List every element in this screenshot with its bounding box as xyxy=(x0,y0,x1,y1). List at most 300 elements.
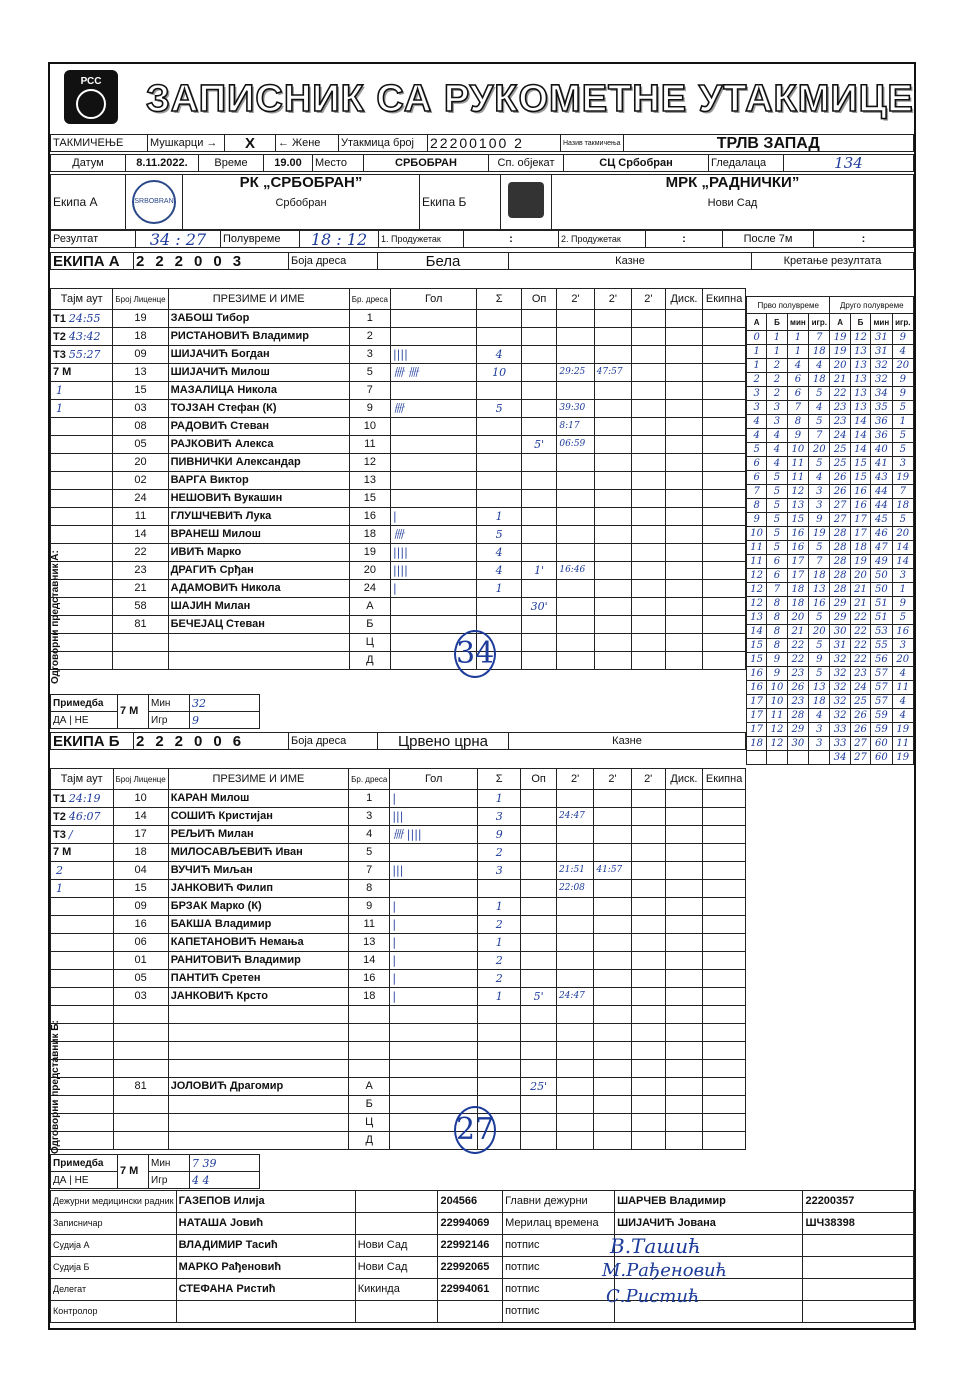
flow-cell: 28 xyxy=(830,555,850,569)
flow-cell: 5 xyxy=(767,527,787,541)
player-lic xyxy=(113,1060,168,1078)
player-no xyxy=(349,1024,390,1042)
player-goal: |||| xyxy=(390,346,476,364)
flow-cell: 10 xyxy=(767,681,787,695)
flow-cell: 4 xyxy=(787,359,808,373)
player-name: ВРАНЕШ Милош xyxy=(168,526,349,544)
player-lic xyxy=(113,1114,168,1132)
flow-row xyxy=(747,597,914,611)
player-name: КАРАН Милош xyxy=(168,790,348,808)
player-row xyxy=(51,1042,746,1060)
timeout-cell xyxy=(51,790,114,808)
player-warn xyxy=(521,862,557,880)
player-goal: ||| xyxy=(390,862,478,880)
flow-cell: 16 xyxy=(892,625,913,639)
flow-cell: 13 xyxy=(850,373,870,387)
player-row xyxy=(51,988,746,1006)
player-t2 xyxy=(594,616,631,634)
player-row xyxy=(51,1024,746,1042)
flow-cell: 1 xyxy=(767,331,787,345)
flow-cell: 35 xyxy=(871,401,892,415)
player-t2 xyxy=(594,598,631,616)
player-t1 xyxy=(556,790,593,808)
flow-cell: 6 xyxy=(747,471,767,485)
flow-cell: 13 xyxy=(747,611,767,625)
player-warn xyxy=(521,652,557,670)
flow-cell xyxy=(747,751,767,765)
player-row xyxy=(51,382,746,400)
official-num2 xyxy=(803,1301,914,1323)
empty-cell xyxy=(631,1132,665,1150)
player-goal: | xyxy=(390,988,478,1006)
player-goal: | xyxy=(390,934,478,952)
timeout-label: T3 xyxy=(53,828,66,841)
flow-cell: 4 xyxy=(809,401,830,415)
official-name2: ШАРЧЕВ Владимир xyxy=(615,1191,803,1213)
flow-cell: 8 xyxy=(747,499,767,513)
flow-cell: 6 xyxy=(767,555,787,569)
player-no: 1 xyxy=(349,790,390,808)
col-header-lic: Број Лиценце xyxy=(113,769,168,790)
flow-cell: 32 xyxy=(830,695,850,709)
empty-cell xyxy=(665,634,703,652)
flow-row xyxy=(747,653,914,667)
player-sum: 1 xyxy=(477,508,521,526)
flow-cell: 23 xyxy=(830,401,850,415)
timeout-label: 7 М xyxy=(53,846,72,858)
timeout-value: 55:27 xyxy=(68,347,101,361)
player-goal: | xyxy=(390,916,478,934)
player-row xyxy=(51,526,746,544)
empty-cell xyxy=(703,1060,746,1078)
player-goal: | xyxy=(390,508,476,526)
timeout-cell xyxy=(51,862,114,880)
yes-label: ДА xyxy=(53,1174,67,1186)
flow-cell: 31 xyxy=(871,345,892,359)
player-t1: 29:25 xyxy=(557,364,594,382)
flow-row xyxy=(747,401,914,415)
empty-cell xyxy=(632,364,666,382)
player-t1 xyxy=(557,508,594,526)
signature-a: В.Ташић xyxy=(610,1234,702,1258)
player-sum xyxy=(478,1006,521,1024)
flow-cell: 7 xyxy=(787,401,808,415)
player-lic xyxy=(113,1132,168,1150)
team-a-jersey-label: Боја дреса xyxy=(289,253,378,270)
flow-cell: 22 xyxy=(830,387,850,401)
player-sum: 2 xyxy=(478,916,521,934)
flow-col-min: мин xyxy=(871,314,892,331)
player-sum: 3 xyxy=(478,808,521,826)
official-name: НАТАША Јовић xyxy=(176,1213,355,1235)
timeout-label: T2 xyxy=(53,330,66,343)
player-goal xyxy=(390,1060,478,1078)
flow-cell: 53 xyxy=(871,625,892,639)
col-header-timeout: Тајм аут xyxy=(51,289,113,310)
player-t2 xyxy=(594,418,631,436)
igr-label: Игр xyxy=(149,1172,190,1189)
flow-col-min: мин xyxy=(787,314,808,331)
flow-cell: 5 xyxy=(767,485,787,499)
officials-grid xyxy=(50,1190,914,1323)
flow-cell: 36 xyxy=(871,415,892,429)
seven-m-label: 7 М xyxy=(118,1155,149,1189)
flow-cell: 7 xyxy=(809,429,830,443)
flow-col-b: Б xyxy=(767,314,787,331)
empty-cell xyxy=(703,346,746,364)
player-t1: 39:30 xyxy=(557,400,594,418)
col-header-two1: 2' xyxy=(557,289,594,310)
player-lic: 10 xyxy=(113,790,168,808)
flow-row xyxy=(747,499,914,513)
second-half-header: Друго полувреме xyxy=(830,297,914,314)
empty-cell xyxy=(665,562,703,580)
empty-cell xyxy=(632,490,666,508)
flow-cell: 32 xyxy=(830,709,850,723)
flow-cell: 31 xyxy=(871,331,892,345)
col-header-name: ПРЕЗИМЕ И ИМЕ xyxy=(168,289,349,310)
player-row xyxy=(51,1096,746,1114)
team-b-code: 222006 xyxy=(134,733,289,750)
flow-row xyxy=(747,429,914,443)
empty-cell xyxy=(632,508,666,526)
player-lic: 21 xyxy=(113,580,168,598)
flow-cell: 5 xyxy=(747,443,767,457)
player-name: ЈАНКОВИЋ Крсто xyxy=(168,988,348,1006)
flow-cell: 13 xyxy=(850,359,870,373)
flow-cell: 32 xyxy=(830,681,850,695)
player-warn xyxy=(521,580,557,598)
empty-cell xyxy=(703,1024,746,1042)
empty-cell xyxy=(631,1096,665,1114)
player-sum: 9 xyxy=(478,826,521,844)
flow-cell: 30 xyxy=(830,625,850,639)
flow-cell: 22 xyxy=(787,639,808,653)
min-label: Мин xyxy=(149,695,190,712)
player-sum: 1 xyxy=(478,934,521,952)
flow-cell: 5 xyxy=(892,401,913,415)
empty-cell xyxy=(665,1060,703,1078)
flow-cell: 17 xyxy=(747,695,767,709)
flow-cell: 21 xyxy=(850,583,870,597)
empty-cell xyxy=(632,616,666,634)
player-row xyxy=(51,844,746,862)
flow-cell: 56 xyxy=(871,653,892,667)
flow-cell: 5 xyxy=(892,443,913,457)
flow-cell: 14 xyxy=(850,415,870,429)
player-t2 xyxy=(594,580,631,598)
flow-cell: 16 xyxy=(787,541,808,555)
player-goal: | xyxy=(390,952,478,970)
flow-cell: 13 xyxy=(787,499,808,513)
col-header-goal: Гол xyxy=(390,769,478,790)
timeout-value: / xyxy=(68,827,73,841)
flow-cell: 18 xyxy=(809,373,830,387)
player-t1 xyxy=(556,934,593,952)
player-no: 3 xyxy=(349,808,390,826)
col-header-two3: 2' xyxy=(631,769,665,790)
flow-cell: 20 xyxy=(892,359,913,373)
player-name xyxy=(168,1042,348,1060)
flow-cell: 7 xyxy=(809,555,830,569)
official-num: 22992146 xyxy=(438,1235,503,1257)
player-name: МИЛОСАВЉЕВИЋ Иван xyxy=(168,844,348,862)
official-num2: ШЧ38398 xyxy=(803,1213,914,1235)
col-header-two2: 2' xyxy=(594,289,631,310)
empty-cell xyxy=(703,526,746,544)
player-lic xyxy=(113,1024,168,1042)
empty-cell xyxy=(631,826,665,844)
col-header-lic: Број Лиценце xyxy=(113,289,168,310)
flow-cell: 18 xyxy=(809,345,830,359)
player-warn xyxy=(521,364,557,382)
player-row xyxy=(51,562,746,580)
flow-cell: 47 xyxy=(871,541,892,555)
empty-cell xyxy=(632,400,666,418)
match-no-label: Утакмица број xyxy=(339,135,428,152)
player-sum xyxy=(477,328,521,346)
flow-cell: 5 xyxy=(809,639,830,653)
empty-cell xyxy=(665,436,703,454)
flow-cell: 0 xyxy=(747,331,767,345)
empty-cell xyxy=(665,382,703,400)
flow-cell: 57 xyxy=(871,695,892,709)
scoresheet xyxy=(48,62,916,1330)
player-warn xyxy=(521,508,557,526)
empty-cell xyxy=(703,328,746,346)
player-no: Ц xyxy=(349,1114,390,1132)
team-a-city: Србобран xyxy=(275,197,327,209)
page-title: ЗАПИСНИК СА РУКОМЕТНЕ УТАКМИЦЕ xyxy=(146,78,914,120)
empty-cell xyxy=(665,346,703,364)
flow-row xyxy=(747,443,914,457)
flow-cell: 12 xyxy=(747,583,767,597)
empty-cell xyxy=(703,490,746,508)
ot2-value: : xyxy=(646,231,723,248)
player-name xyxy=(168,634,349,652)
official-city: Кикинда xyxy=(355,1279,438,1301)
player-t2 xyxy=(594,562,631,580)
player-warn xyxy=(521,970,557,988)
player-lic xyxy=(113,1096,168,1114)
player-warn xyxy=(521,898,557,916)
player-name: ЗАБОШ Тибор xyxy=(168,310,349,328)
flow-cell: 22 xyxy=(787,653,808,667)
flow-cell: 8 xyxy=(767,597,787,611)
meta-table-2 xyxy=(50,154,914,172)
col-header-no: Бр. дреса xyxy=(349,289,390,310)
flow-cell: 2 xyxy=(767,373,787,387)
empty-cell xyxy=(631,862,665,880)
player-name: МАЗАЛИЦА Никола xyxy=(168,382,349,400)
player-name: ЈОЛОВИЋ Драгомир xyxy=(168,1078,348,1096)
player-row xyxy=(51,862,746,880)
flow-cell: 29 xyxy=(787,723,808,737)
col-header-sum: Σ xyxy=(478,769,521,790)
flow-cell: 50 xyxy=(871,583,892,597)
player-warn xyxy=(521,1060,557,1078)
flow-cell: 9 xyxy=(767,653,787,667)
player-goal: | xyxy=(390,580,476,598)
flow-cell: 28 xyxy=(830,527,850,541)
empty-cell xyxy=(703,652,746,670)
empty-cell xyxy=(665,952,703,970)
flow-cell: 10 xyxy=(767,695,787,709)
flow-cell: 4 xyxy=(892,695,913,709)
player-no: Д xyxy=(349,1132,390,1150)
player-lic: 15 xyxy=(113,880,168,898)
player-t1 xyxy=(557,598,594,616)
flow-cell: 15 xyxy=(850,471,870,485)
player-row xyxy=(51,934,746,952)
player-t2 xyxy=(594,1024,631,1042)
team-a-jersey: Бела xyxy=(378,253,509,270)
player-warn xyxy=(521,826,557,844)
flow-row xyxy=(747,583,914,597)
date-label: Датум xyxy=(51,155,126,172)
player-sum xyxy=(478,1024,521,1042)
flow-cell: 23 xyxy=(830,415,850,429)
official-name2: ШИЈАЧИЋ Јована xyxy=(615,1213,803,1235)
player-t1 xyxy=(557,652,594,670)
flow-cell: 3 xyxy=(747,401,767,415)
empty-cell xyxy=(632,652,666,670)
spectators-label: Гледалаца xyxy=(709,155,784,172)
player-t2 xyxy=(594,436,631,454)
player-name: ВАРГА Виктор xyxy=(168,472,349,490)
timeout-value: 24:55 xyxy=(68,311,101,325)
col-header-disq: Диск. xyxy=(665,769,703,790)
flow-cell: 50 xyxy=(871,569,892,583)
empty-cell xyxy=(631,880,665,898)
player-warn xyxy=(521,952,557,970)
player-no: 13 xyxy=(349,472,390,490)
player-name: РИСТАНОВИЋ Владимир xyxy=(168,328,349,346)
flow-cell: 25 xyxy=(850,695,870,709)
flow-cell: 27 xyxy=(830,499,850,513)
official-role: Контролор xyxy=(51,1301,177,1323)
flow-cell: 11 xyxy=(747,555,767,569)
player-t1 xyxy=(556,1006,593,1024)
empty-cell xyxy=(631,1006,665,1024)
player-lic: 19 xyxy=(113,310,168,328)
player-t1 xyxy=(556,916,593,934)
team-a-name: РК „СРБОБРАН” xyxy=(239,174,363,191)
flow-cell: 26 xyxy=(830,471,850,485)
men-label: Мушкарци → xyxy=(148,135,225,152)
player-row xyxy=(51,652,746,670)
no-label: НЕ xyxy=(74,1174,89,1186)
empty-cell xyxy=(665,988,703,1006)
remark-label: Примедба xyxy=(51,1155,118,1172)
player-t1 xyxy=(557,544,594,562)
player-t1 xyxy=(556,898,593,916)
empty-cell xyxy=(631,808,665,826)
flow-cell: 20 xyxy=(809,625,830,639)
empty-cell xyxy=(665,364,703,382)
empty-cell xyxy=(665,418,703,436)
flow-cell: 12 xyxy=(850,331,870,345)
flow-cell: 24 xyxy=(830,429,850,443)
flow-cell: 17 xyxy=(787,569,808,583)
flow-cell: 3 xyxy=(747,387,767,401)
empty-cell xyxy=(632,382,666,400)
official-role2: потпис xyxy=(503,1279,615,1301)
player-warn xyxy=(521,454,557,472)
empty-cell xyxy=(665,1096,703,1114)
player-t2 xyxy=(594,790,631,808)
timeout-cell xyxy=(51,346,113,364)
player-row xyxy=(51,598,746,616)
timeout-value: 46:07 xyxy=(68,809,101,823)
flow-row xyxy=(747,513,914,527)
player-sum xyxy=(478,880,521,898)
flow-cell: 19 xyxy=(830,331,850,345)
flow-cell: 49 xyxy=(871,555,892,569)
flow-cell: 4 xyxy=(747,415,767,429)
empty-cell xyxy=(703,562,746,580)
flow-cell: 5 xyxy=(809,667,830,681)
empty-cell xyxy=(703,790,746,808)
player-goal xyxy=(390,382,476,400)
timeout-cell xyxy=(51,898,114,916)
player-warn xyxy=(521,328,557,346)
flow-cell: 7 xyxy=(767,583,787,597)
empty-cell xyxy=(703,1114,746,1132)
flow-cell: 10 xyxy=(787,443,808,457)
player-warn xyxy=(521,490,557,508)
timeout-cell xyxy=(51,490,113,508)
player-goal xyxy=(390,472,476,490)
col-header-exp: Екипна xyxy=(703,289,746,310)
player-warn: 5' xyxy=(521,436,557,454)
team-b-header xyxy=(50,732,746,750)
empty-cell xyxy=(665,862,703,880)
player-warn xyxy=(521,310,557,328)
empty-cell xyxy=(703,382,746,400)
time-label: Време xyxy=(199,155,264,172)
player-lic: 03 xyxy=(113,988,168,1006)
player-name: КАПЕТАНОВИЋ Немања xyxy=(168,934,348,952)
player-lic xyxy=(113,634,168,652)
empty-cell xyxy=(703,952,746,970)
player-t1: 06:59 xyxy=(557,436,594,454)
player-no: 3 xyxy=(349,346,390,364)
flow-cell: 13 xyxy=(850,345,870,359)
flow-cell: 9 xyxy=(892,597,913,611)
player-lic: 15 xyxy=(113,382,168,400)
player-t1 xyxy=(557,526,594,544)
flow-cell: 1 xyxy=(767,345,787,359)
player-t1 xyxy=(557,454,594,472)
player-name: ГЛУШЧЕВИЋ Лука xyxy=(168,508,349,526)
flow-cell: 19 xyxy=(892,471,913,485)
flow-cell: 4 xyxy=(809,359,830,373)
player-row xyxy=(51,418,746,436)
player-no: 9 xyxy=(349,898,390,916)
flow-cell: 7 xyxy=(747,485,767,499)
empty-cell xyxy=(632,580,666,598)
empty-cell xyxy=(703,916,746,934)
player-lic: 14 xyxy=(113,526,168,544)
empty-cell xyxy=(631,1060,665,1078)
flow-row xyxy=(747,415,914,429)
place-label: Место xyxy=(313,155,364,172)
player-t2 xyxy=(594,454,631,472)
flow-cell: 11 xyxy=(747,541,767,555)
player-sum xyxy=(477,310,521,328)
flow-cell: 14 xyxy=(850,443,870,457)
